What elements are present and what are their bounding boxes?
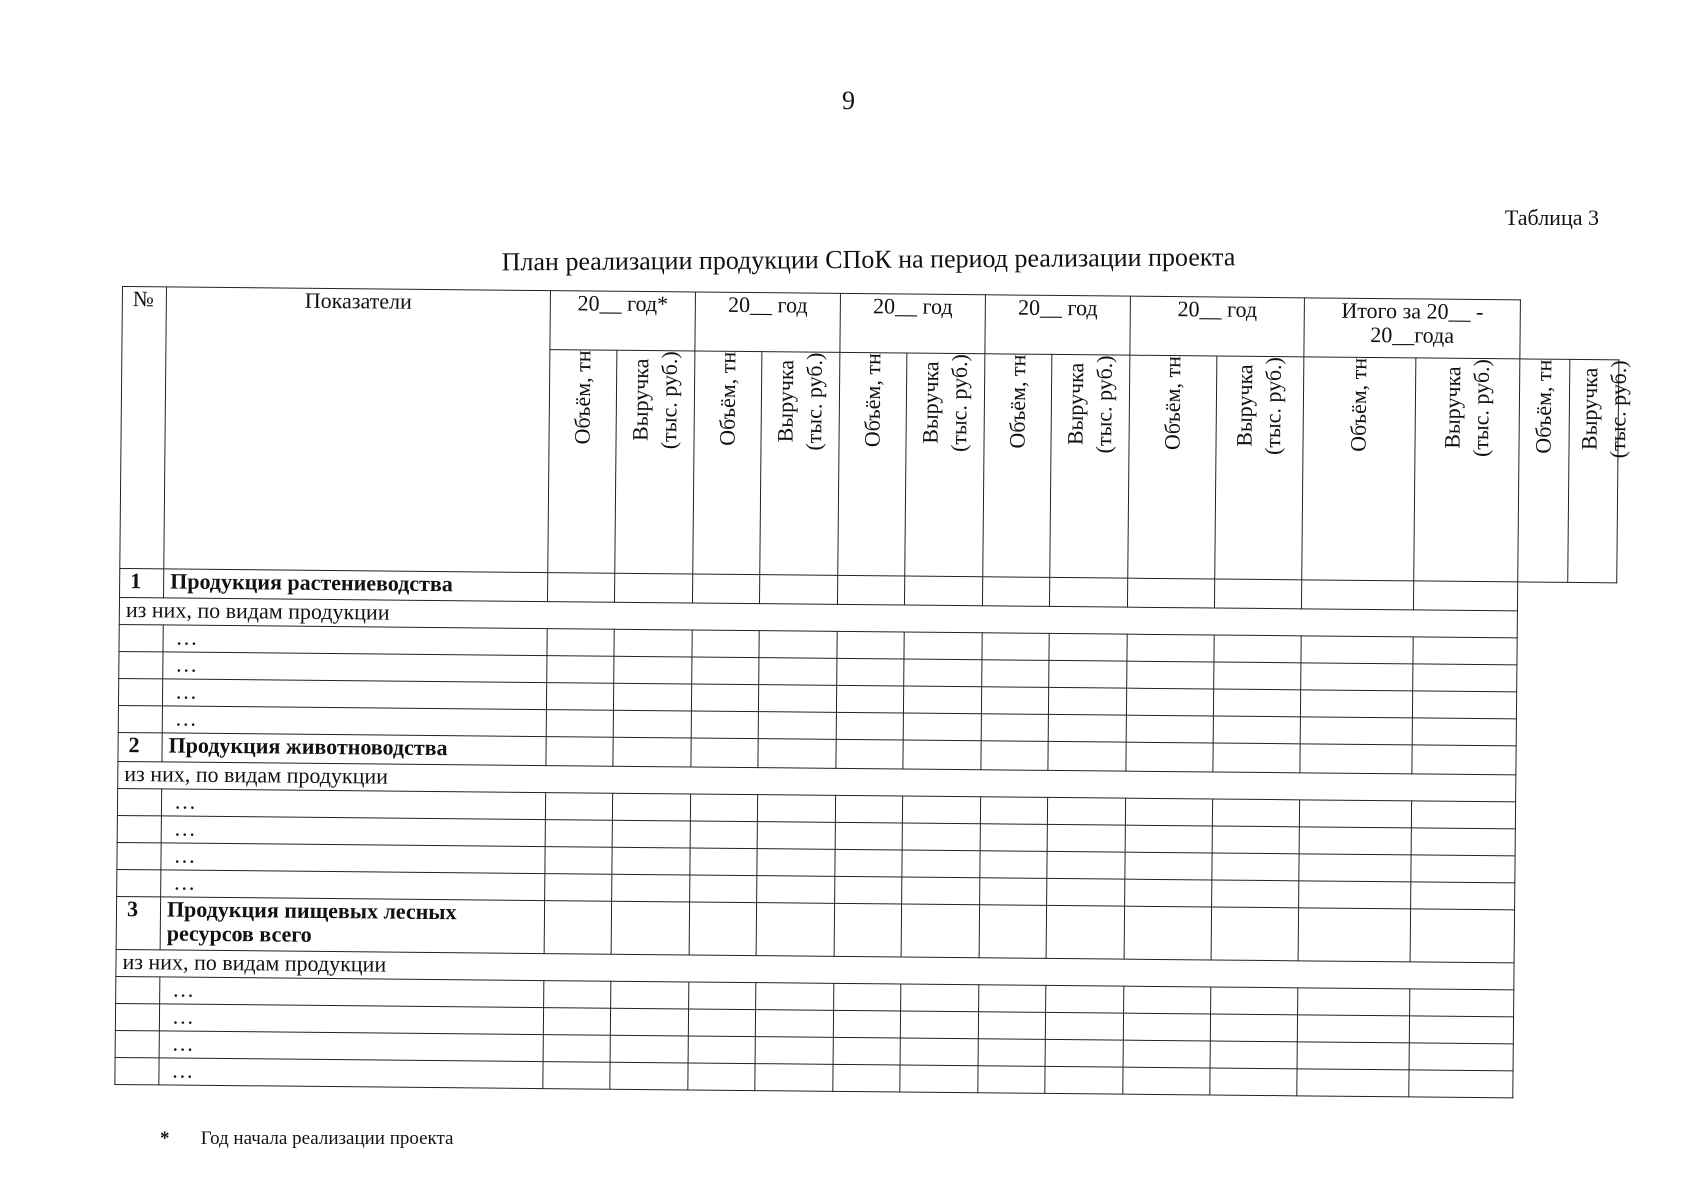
value-cell	[545, 820, 612, 848]
value-cell	[757, 876, 835, 904]
value-cell	[900, 1011, 978, 1039]
value-cell	[833, 1064, 900, 1092]
value-cell	[1128, 578, 1215, 608]
item-name: …	[163, 625, 547, 656]
value-cell	[692, 574, 759, 604]
value-cell	[1127, 661, 1214, 689]
value-cell	[835, 822, 902, 850]
subheader-revenue: Выручка (тыс. руб.)	[1062, 355, 1117, 454]
value-cell	[755, 1037, 833, 1065]
value-cell	[759, 631, 837, 659]
subheading: из них, по видам продукции	[116, 949, 1514, 989]
value-cell	[610, 1008, 688, 1036]
value-cell	[1213, 689, 1300, 717]
value-cell	[1411, 801, 1515, 829]
header-indicators: Показатели	[164, 287, 551, 573]
value-cell	[690, 875, 757, 903]
item-number	[115, 1057, 159, 1084]
subheader-revenue: Выручка (тыс. руб.)	[1576, 360, 1631, 459]
value-cell	[834, 903, 902, 957]
item-name: …	[161, 789, 545, 820]
value-cell	[1210, 1068, 1297, 1096]
value-cell	[1298, 908, 1411, 962]
subheader-revenue-cell	[615, 350, 695, 574]
value-cell	[901, 904, 980, 958]
value-cell	[1299, 800, 1411, 828]
subheader-volume-cell	[1518, 359, 1570, 582]
value-cell	[902, 850, 980, 878]
value-cell	[1213, 743, 1300, 773]
value-cell	[981, 687, 1048, 715]
value-cell	[838, 575, 905, 605]
item-name: …	[159, 1058, 543, 1089]
value-cell	[543, 1008, 610, 1036]
value-cell	[903, 713, 981, 741]
value-cell	[1125, 825, 1212, 853]
value-cell	[544, 981, 611, 1009]
value-cell	[836, 739, 903, 769]
item-number	[116, 976, 160, 1003]
value-cell	[983, 577, 1050, 607]
subheader-volume-cell	[1128, 355, 1217, 579]
subheader-revenue: Выручка (тыс. руб.)	[1439, 358, 1494, 458]
value-cell	[978, 1012, 1045, 1040]
value-cell	[689, 902, 757, 956]
item-name: …	[159, 1004, 543, 1035]
value-cell	[545, 793, 612, 821]
footnote	[160, 1128, 453, 1150]
value-cell	[902, 796, 980, 824]
value-cell	[1126, 688, 1213, 716]
value-cell	[1298, 988, 1410, 1016]
item-number	[115, 1030, 159, 1057]
value-cell	[544, 901, 612, 955]
value-cell	[1301, 636, 1413, 664]
value-cell	[613, 683, 691, 711]
value-cell	[759, 575, 837, 605]
value-cell	[1301, 663, 1413, 691]
header-year-2: 20__ год	[695, 292, 841, 352]
item-number	[117, 788, 161, 815]
value-cell	[547, 573, 614, 603]
value-cell	[905, 576, 983, 606]
value-cell	[1047, 824, 1125, 852]
value-cell	[755, 1064, 833, 1092]
value-cell	[980, 824, 1047, 852]
value-cell	[1212, 853, 1299, 881]
value-cell	[1048, 741, 1126, 771]
value-cell	[1297, 1069, 1409, 1097]
subheader-volume: Объём, тн	[1159, 355, 1186, 451]
value-cell	[833, 1010, 900, 1038]
value-cell	[978, 1039, 1045, 1067]
value-cell	[900, 1038, 978, 1066]
value-cell	[1412, 718, 1516, 746]
item-name: …	[162, 706, 546, 737]
value-cell	[692, 657, 759, 685]
value-cell	[613, 710, 691, 738]
item-number	[115, 1003, 159, 1030]
value-cell	[1300, 744, 1412, 774]
subheader-revenue: Выручка (тыс. руб.)	[627, 351, 682, 450]
value-cell	[612, 793, 690, 821]
value-cell	[614, 629, 692, 657]
value-cell	[1214, 662, 1301, 690]
value-cell	[545, 847, 612, 875]
value-cell	[834, 983, 901, 1011]
value-cell	[1299, 827, 1411, 855]
value-cell	[1210, 1041, 1297, 1069]
value-cell	[835, 795, 902, 823]
value-cell	[1123, 1013, 1210, 1041]
subheader-revenue-cell	[1567, 359, 1631, 582]
value-cell	[836, 685, 903, 713]
header-year-4: 20__ год	[985, 295, 1131, 355]
footnote-text: Год начала реализации проекта	[200, 1128, 454, 1149]
subheading: из них, по видам продукции	[118, 761, 1516, 801]
value-cell	[1302, 580, 1414, 610]
plan-table-body	[115, 568, 1617, 1098]
header-year-3: 20__ год	[840, 293, 986, 353]
subheader-volume-cell	[1302, 357, 1416, 581]
value-cell	[1412, 691, 1516, 719]
value-cell	[612, 874, 690, 902]
value-cell	[543, 1035, 610, 1063]
value-cell	[1124, 906, 1212, 960]
subheader-volume: Объём, тн	[859, 353, 886, 448]
value-cell	[690, 794, 757, 822]
item-name: …	[159, 1031, 543, 1062]
value-cell	[547, 656, 614, 684]
header-year-1: 20__ год*	[550, 291, 696, 351]
value-cell	[1211, 987, 1298, 1015]
value-cell	[1409, 1070, 1513, 1098]
section-number: 1	[120, 568, 164, 597]
subheader-revenue-cell	[1414, 358, 1520, 582]
value-cell	[1413, 637, 1517, 665]
plan-table-container	[114, 286, 1631, 1099]
item-number	[118, 705, 162, 732]
value-cell	[1049, 633, 1127, 661]
value-cell	[1048, 714, 1126, 742]
value-cell	[611, 901, 690, 955]
value-cell	[1413, 664, 1517, 692]
item-number	[117, 815, 161, 842]
value-cell	[756, 983, 834, 1011]
subheading: из них, по видам продукции	[119, 597, 1517, 637]
value-cell	[833, 1037, 900, 1065]
value-cell	[757, 795, 835, 823]
value-cell	[1300, 690, 1412, 718]
value-cell	[1212, 880, 1299, 908]
value-cell	[1299, 881, 1411, 909]
value-cell	[1047, 851, 1125, 879]
subheader-revenue: Выручка (тыс. руб.)	[1231, 356, 1287, 456]
value-cell	[1212, 799, 1299, 827]
value-cell	[688, 1009, 755, 1037]
subheader-volume-cell	[693, 351, 762, 575]
value-cell	[837, 631, 904, 659]
item-name: …	[161, 816, 545, 847]
value-cell	[688, 1036, 755, 1064]
value-cell	[692, 630, 759, 658]
item-name: …	[160, 977, 544, 1008]
value-cell	[1045, 1066, 1123, 1094]
value-cell	[691, 738, 758, 768]
page-number: 9	[842, 86, 855, 115]
value-cell	[902, 877, 980, 905]
value-cell	[1411, 882, 1515, 910]
value-cell	[901, 984, 979, 1012]
value-cell	[980, 851, 1047, 879]
value-cell	[610, 1035, 688, 1063]
value-cell	[613, 737, 691, 767]
value-cell	[546, 737, 613, 767]
value-cell	[1297, 1015, 1409, 1043]
value-cell	[1123, 1067, 1210, 1095]
value-cell	[610, 1062, 688, 1090]
value-cell	[1410, 909, 1515, 963]
section-number: 3	[116, 896, 161, 949]
value-cell	[904, 659, 982, 687]
value-cell	[1297, 1042, 1409, 1070]
item-number	[118, 678, 162, 705]
value-cell	[1125, 879, 1212, 907]
table-label: Таблица 3	[1504, 205, 1599, 230]
value-cell	[903, 686, 981, 714]
value-cell	[900, 1065, 978, 1093]
value-cell	[545, 874, 612, 902]
value-cell	[836, 712, 903, 740]
subheader-revenue-cell	[1215, 356, 1304, 580]
value-cell	[547, 629, 614, 657]
subheader-volume-cell	[983, 354, 1052, 578]
value-cell	[981, 741, 1048, 771]
value-cell	[978, 1066, 1045, 1094]
header-num: №	[120, 287, 167, 569]
header-total-line2: 20__года	[1370, 322, 1455, 348]
value-cell	[1047, 878, 1125, 906]
value-cell	[1045, 1012, 1123, 1040]
footnote-mark: *	[160, 1128, 170, 1149]
value-cell	[612, 820, 690, 848]
section-name: Продукция растениеводства	[164, 569, 548, 602]
section-number: 2	[118, 732, 162, 761]
table-title: План реализации продукции СПоК на период реализации проекта	[501, 242, 1236, 277]
value-cell	[1050, 577, 1128, 607]
value-cell	[1124, 986, 1211, 1014]
header-total	[1304, 298, 1521, 359]
value-cell	[981, 714, 1048, 742]
value-cell	[1299, 854, 1411, 882]
value-cell	[614, 573, 692, 603]
subheader-revenue-cell	[905, 353, 985, 577]
subheader-revenue: Выручка (тыс. руб.)	[917, 353, 972, 453]
value-cell	[1046, 905, 1125, 959]
value-cell	[1049, 660, 1127, 688]
value-cell	[982, 633, 1049, 661]
item-number	[117, 842, 161, 869]
subheader-volume: Объём, тн	[1345, 357, 1372, 452]
item-name: …	[162, 679, 546, 710]
item-number	[119, 624, 163, 651]
value-cell	[1212, 826, 1299, 854]
item-number	[119, 651, 163, 678]
value-cell	[689, 982, 756, 1010]
value-cell	[688, 1063, 755, 1091]
value-cell	[1411, 828, 1515, 856]
value-cell	[759, 658, 837, 686]
value-cell	[691, 711, 758, 739]
value-cell	[1213, 716, 1300, 744]
value-cell	[755, 1010, 833, 1038]
value-cell	[611, 981, 689, 1009]
value-cell	[756, 903, 835, 957]
subheader-volume: Объём, тн	[1004, 354, 1031, 449]
value-cell	[1046, 985, 1124, 1013]
value-cell	[757, 822, 835, 850]
value-cell	[1414, 581, 1518, 611]
subheader-revenue-cell	[760, 352, 840, 576]
header-total-line1: Итого за 20__ -	[1341, 297, 1484, 325]
value-cell	[980, 797, 1047, 825]
value-cell	[904, 632, 982, 660]
value-cell	[979, 985, 1046, 1013]
value-cell	[1123, 1040, 1210, 1068]
value-cell	[980, 878, 1047, 906]
value-cell	[546, 710, 613, 738]
value-cell	[546, 683, 613, 711]
value-cell	[1300, 717, 1412, 745]
value-cell	[835, 849, 902, 877]
plan-table	[114, 286, 1631, 1099]
section-name: Продукция пищевых лесных ресурсов всего	[160, 897, 544, 954]
section-name: Продукция животноводства	[162, 733, 546, 766]
value-cell	[1125, 852, 1212, 880]
item-number	[117, 869, 161, 896]
item-name: …	[163, 652, 547, 683]
value-cell	[1047, 797, 1125, 825]
value-cell	[757, 849, 835, 877]
value-cell	[612, 847, 690, 875]
value-cell	[1409, 1043, 1513, 1071]
value-cell	[979, 905, 1047, 959]
value-cell	[1211, 907, 1299, 961]
value-cell	[690, 848, 757, 876]
item-name: …	[161, 843, 545, 874]
value-cell	[758, 739, 836, 769]
value-cell	[614, 656, 692, 684]
value-cell	[1126, 742, 1213, 772]
value-cell	[758, 712, 836, 740]
value-cell	[691, 684, 758, 712]
value-cell	[1126, 715, 1213, 743]
subheader-volume: Объём, тн	[569, 350, 596, 445]
subheader-volume-cell	[548, 350, 617, 574]
subheader-revenue-cell	[1050, 354, 1130, 578]
value-cell	[903, 740, 981, 770]
subheader-volume: Объём, тн	[1530, 359, 1557, 454]
value-cell	[690, 821, 757, 849]
value-cell	[1409, 1016, 1513, 1044]
value-cell	[1125, 798, 1212, 826]
subheader-revenue: Выручка (тыс. руб.)	[772, 352, 827, 451]
item-name: …	[161, 870, 545, 901]
header-year-5: 20__ год	[1130, 296, 1305, 357]
value-cell	[1127, 634, 1214, 662]
subheader-volume: Объём, тн	[714, 351, 741, 446]
subheader-volume-cell	[838, 352, 907, 576]
value-cell	[1412, 745, 1516, 775]
value-cell	[1048, 687, 1126, 715]
value-cell	[835, 876, 902, 904]
value-cell	[758, 685, 836, 713]
value-cell	[543, 1062, 610, 1090]
value-cell	[982, 660, 1049, 688]
value-cell	[1214, 635, 1301, 663]
value-cell	[1411, 855, 1515, 883]
value-cell	[1210, 1014, 1297, 1042]
header-row	[122, 287, 1619, 360]
value-cell	[1410, 989, 1514, 1017]
value-cell	[902, 823, 980, 851]
value-cell	[1045, 1039, 1123, 1067]
value-cell	[837, 658, 904, 686]
value-cell	[1215, 579, 1302, 609]
